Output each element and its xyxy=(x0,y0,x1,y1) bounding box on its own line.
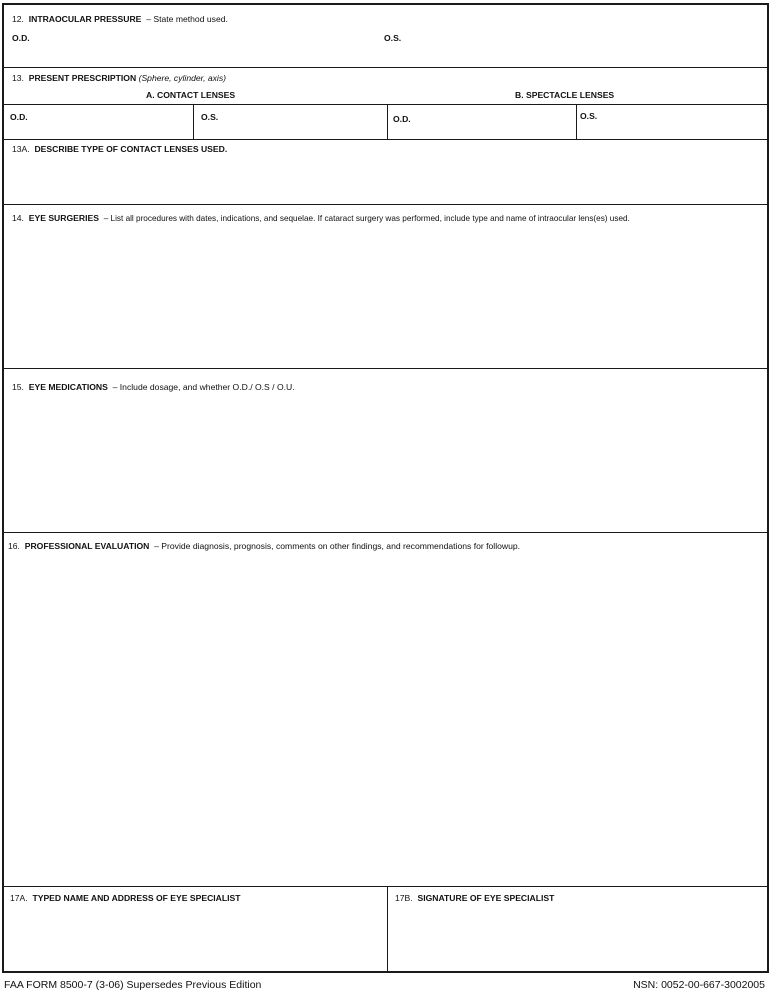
eye-medications-field[interactable] xyxy=(4,397,767,532)
spectacle-lens-os-label: O.S. xyxy=(580,111,598,121)
section-12-heading xyxy=(12,15,228,24)
section-13-description: (Sphere, cylinder, axis) xyxy=(138,73,226,83)
section-15-number: 15. xyxy=(12,382,24,392)
section-15-heading xyxy=(12,383,295,392)
contact-lens-os-field[interactable] xyxy=(194,105,387,139)
section-14-number: 14. xyxy=(12,213,24,223)
contact-lenses-header: A. CONTACT LENSES xyxy=(146,90,236,100)
section-17a-title: TYPED NAME AND ADDRESS OF EYE SPECIALIST xyxy=(32,893,241,903)
section-13a-heading xyxy=(12,145,227,154)
intraocular-pressure-os-field[interactable] xyxy=(379,27,767,67)
divider-after-16 xyxy=(4,886,767,887)
section-13-heading xyxy=(12,74,226,83)
section-15-description: – Include dosage, and whether O.D./ O.S / O.U. xyxy=(112,382,295,392)
section-17b-title: SIGNATURE OF EYE SPECIALIST xyxy=(417,893,555,903)
section-13a-number: 13A. xyxy=(12,144,30,154)
divider-after-12 xyxy=(4,67,767,68)
contact-lens-type-field[interactable] xyxy=(4,157,767,204)
section-16-number: 16. xyxy=(8,541,20,551)
section-17b-heading xyxy=(395,894,554,903)
intraocular-pressure-od-label: O.D. xyxy=(12,33,30,43)
divider-after-13 xyxy=(4,139,767,140)
contact-lens-od-field[interactable] xyxy=(4,105,193,139)
contact-lens-os-label: O.S. xyxy=(201,112,219,122)
section-17b-number: 17B. xyxy=(395,893,413,903)
section-12-title: INTRAOCULAR PRESSURE xyxy=(28,14,142,24)
eye-surgeries-field[interactable] xyxy=(4,227,767,368)
section-14-description: – List all procedures with dates, indications, and sequelae. If cataract surgery was performed, include type and name of intraocular lens(es) used. xyxy=(103,214,630,223)
spectacle-lens-od-label: O.D. xyxy=(393,114,411,124)
form-identifier: FAA FORM 8500-7 (3-06) Supersedes Previous Edition xyxy=(4,979,262,991)
specialist-signature-field[interactable] xyxy=(388,908,767,971)
professional-evaluation-field[interactable] xyxy=(4,557,767,886)
section-14-heading xyxy=(12,214,630,223)
section-14-title: EYE SURGERIES xyxy=(28,213,99,223)
spectacle-lens-os-field[interactable] xyxy=(577,105,767,139)
section-16-title: PROFESSIONAL EVALUATION xyxy=(24,541,150,551)
divider-after-14 xyxy=(4,368,767,369)
intraocular-pressure-od-field[interactable] xyxy=(4,27,379,67)
divider-after-15 xyxy=(4,532,767,533)
faa-form-8500-7 xyxy=(2,3,769,973)
section-17a-number: 17A. xyxy=(10,893,28,903)
nsn-number: NSN: 0052-00-667-3002005 xyxy=(633,979,765,991)
section-13a-title: DESCRIBE TYPE OF CONTACT LENSES USED. xyxy=(34,144,228,154)
contact-lens-od-label: O.D. xyxy=(10,112,28,122)
section-15-title: EYE MEDICATIONS xyxy=(28,382,108,392)
section-12-number: 12. xyxy=(12,14,24,24)
section-13-number: 13. xyxy=(12,73,24,83)
section-17a-heading xyxy=(10,894,241,903)
spectacle-lens-od-field[interactable] xyxy=(388,105,576,139)
intraocular-pressure-os-label: O.S. xyxy=(384,33,402,43)
section-16-heading xyxy=(8,542,520,551)
spectacle-lenses-header: B. SPECTACLE LENSES xyxy=(515,90,615,100)
section-12-description: – State method used. xyxy=(146,14,228,24)
divider-after-13a xyxy=(4,204,767,205)
section-16-description: – Provide diagnosis, prognosis, comments on other findings, and recommendations for followup. xyxy=(154,541,521,551)
section-13-title: PRESENT PRESCRIPTION xyxy=(28,73,137,83)
specialist-name-address-field[interactable] xyxy=(4,908,387,971)
